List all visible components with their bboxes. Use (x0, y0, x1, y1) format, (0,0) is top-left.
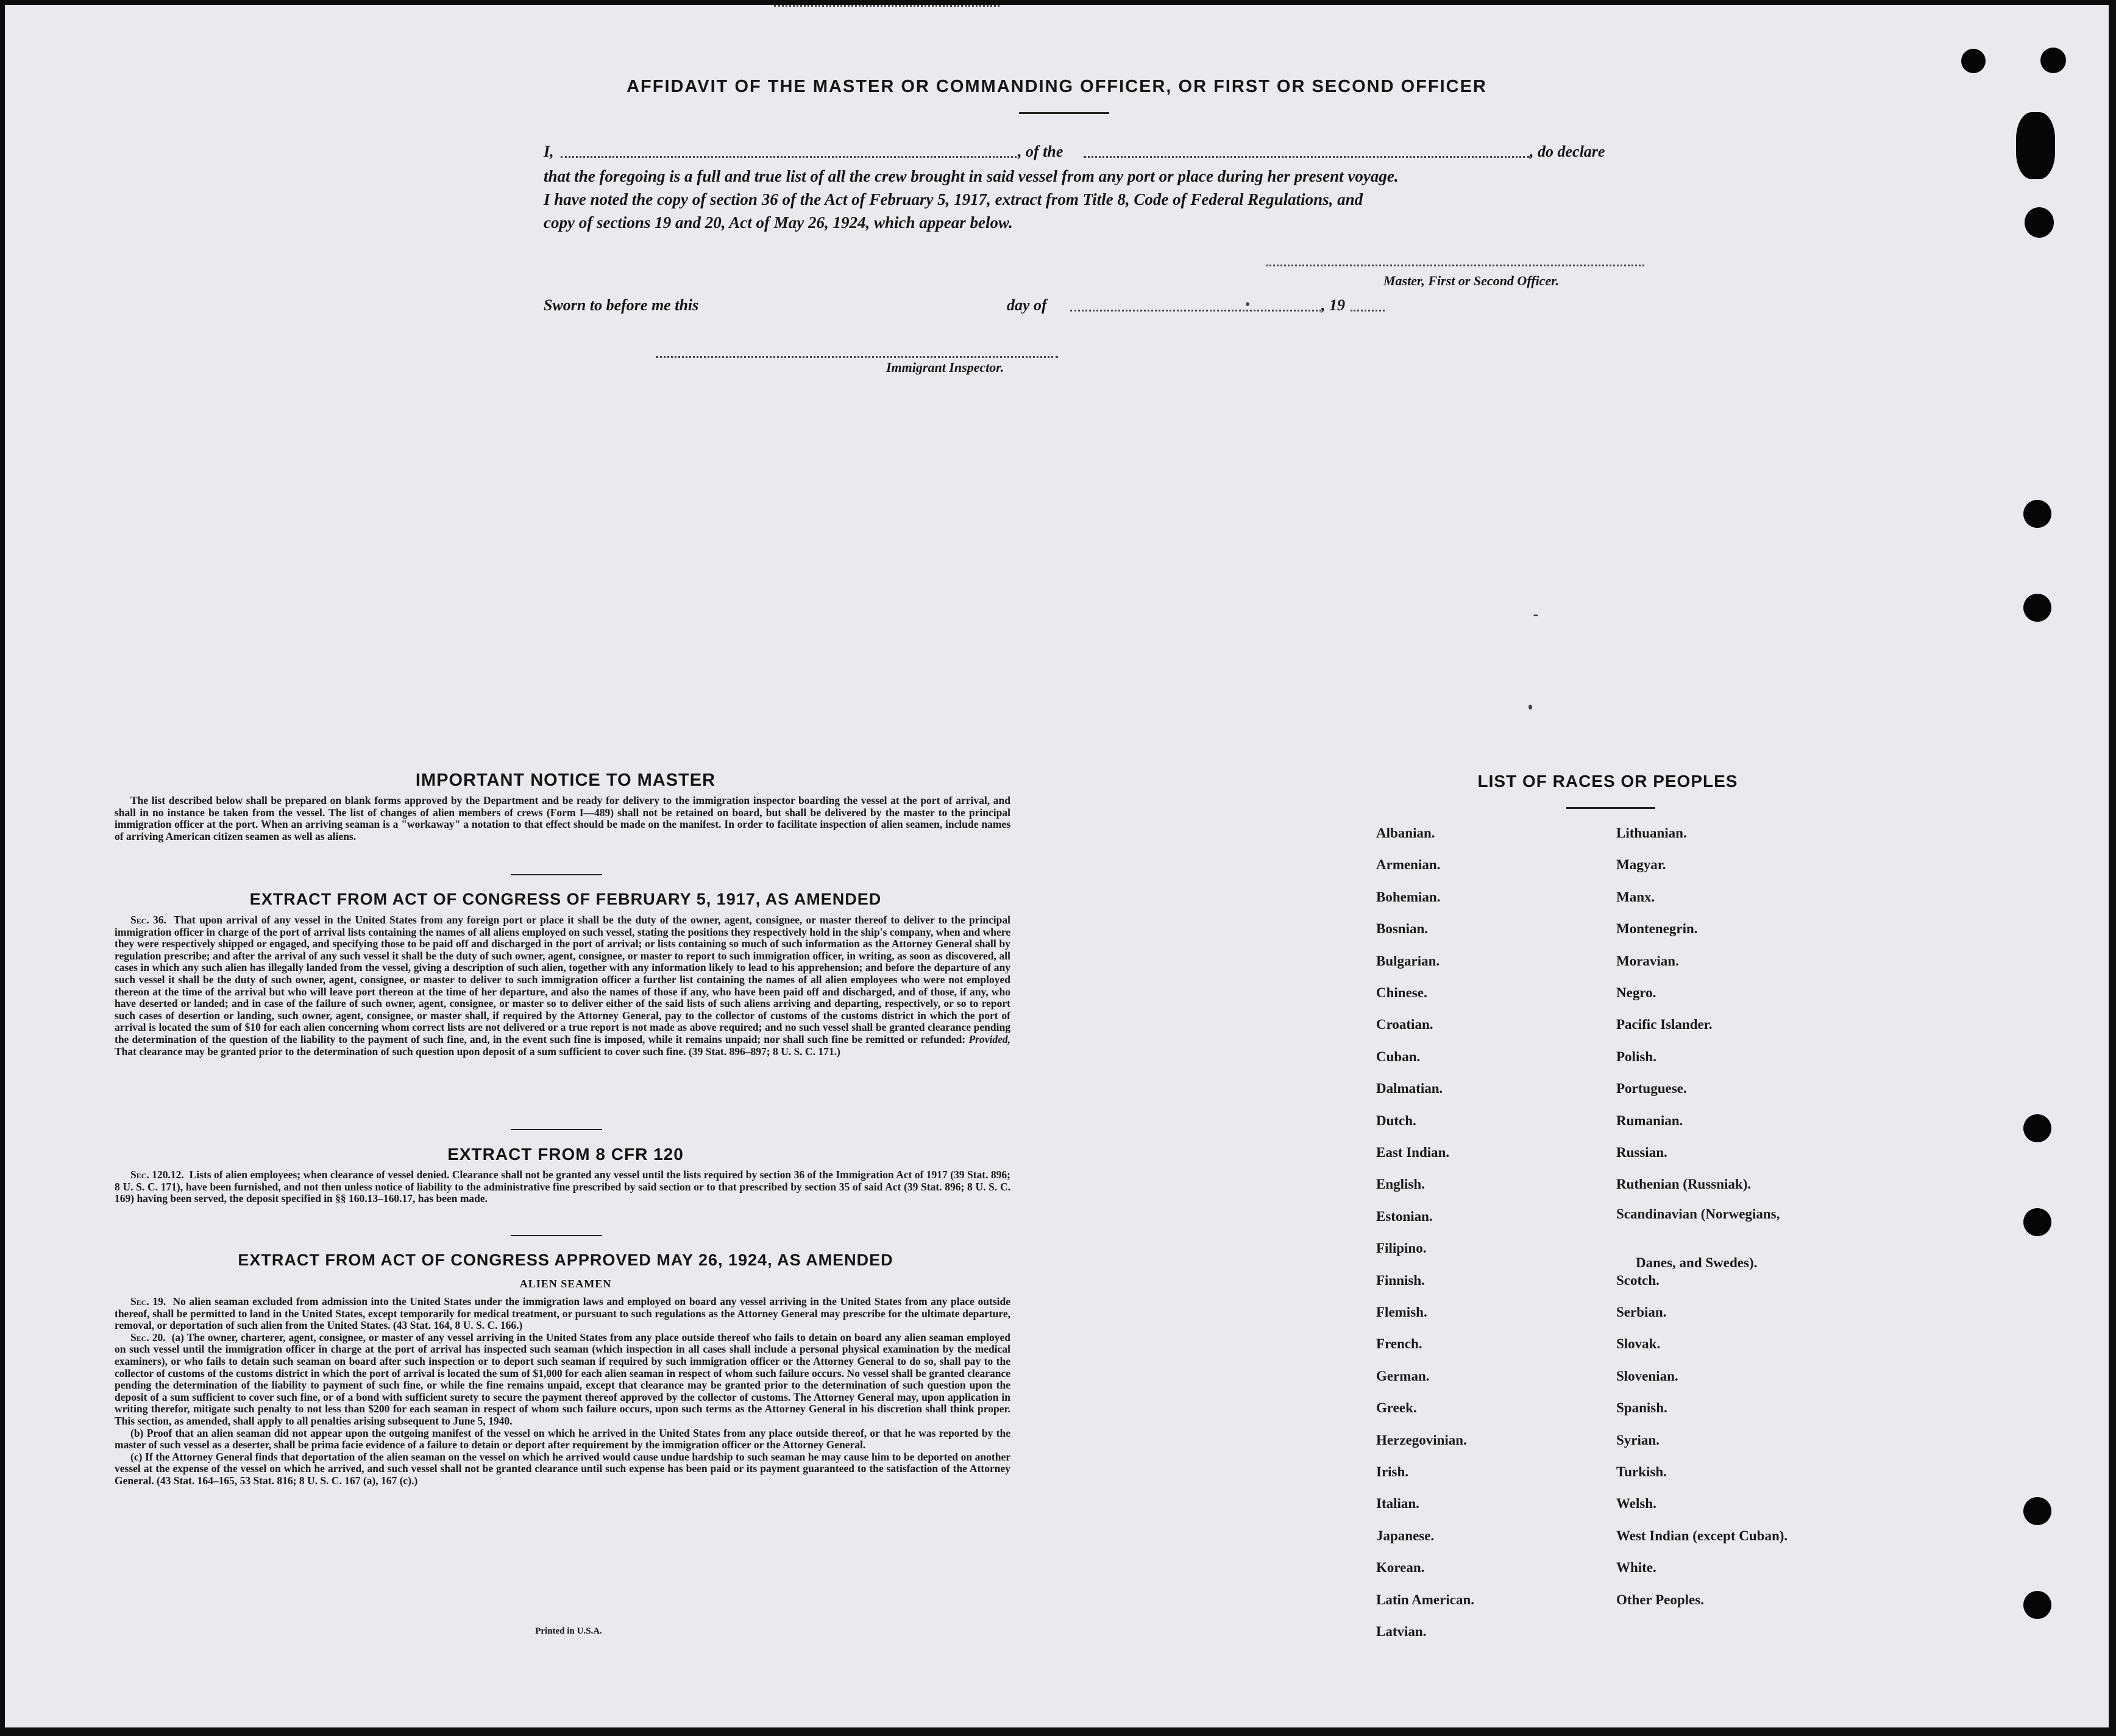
race-item: Bohemian. (1376, 889, 1441, 905)
divider (511, 874, 602, 875)
extract-cfr-title: EXTRACT FROM 8 CFR 120 (447, 1145, 684, 1164)
binder-hole (2023, 594, 2051, 622)
of-the-label: , of the (1018, 143, 1063, 160)
sworn-year-field[interactable] (1351, 310, 1385, 311)
sec-36-body-end: That clearance may be granted prior to the determination of such question upon deposit of a sum sufficient to cover such fine. (39 Stat. 896–897; 8 U. S. C. 171.) (115, 1045, 840, 1058)
race-item: Lithuanian. (1616, 825, 1687, 841)
extract-1924-title: EXTRACT FROM ACT OF CONGRESS APPROVED MAY 26, 1924, AS AMENDED (238, 1251, 893, 1269)
race-item: Syrian. (1616, 1432, 1660, 1448)
race-item: Latin American. (1376, 1592, 1474, 1607)
race-item: Turkish. (1616, 1464, 1667, 1479)
race-item: Welsh. (1616, 1496, 1656, 1511)
sec-20-label: Sec. 20. (130, 1331, 166, 1343)
master-signature-label: Master, First or Second Officer. (1383, 273, 1560, 288)
printed-in-usa: Printed in U.S.A. (535, 1626, 602, 1636)
inspector-label: Immigrant Inspector. (886, 360, 1004, 375)
sec-36-label: Sec. 36. (130, 914, 166, 926)
notice-body: The list described below shall be prepared on blank forms approved by the Department and be ready for delivery to the immigration inspector boarding the vessel at the port of arrival, and shall in no instance be taken from the vessel. The list of changes of alien members of crews (Form I—489) shall not be retained on board, but shall be delivered by the master to the principal immigration officer at the port. When an arriving seaman is a "workaway" a notation to that effect should be made on the manifest. In order to facilitate inspection of alien seamen, include names of arriving American citizen seamen as well as aliens. (115, 794, 1010, 842)
divider (1566, 807, 1655, 809)
race-item: Danes, and Swedes). (1636, 1255, 1758, 1270)
race-item: Dutch. (1376, 1113, 1416, 1128)
extract-1924-text (115, 1296, 1010, 1487)
year-label: , 19 (1321, 296, 1345, 314)
race-item: Scandinavian (Norwegians, (1616, 1206, 1780, 1222)
race-item: Albanian. (1376, 825, 1435, 841)
race-item: Slovak. (1616, 1336, 1661, 1351)
binder-hole (2023, 1591, 2051, 1619)
race-item: Scotch. (1616, 1273, 1660, 1288)
day-of-label: day of (1007, 296, 1047, 314)
race-item: Italian. (1376, 1496, 1419, 1511)
notice-text (115, 795, 1010, 842)
paper-speck (1246, 302, 1249, 306)
vessel-field[interactable] (1084, 156, 1530, 158)
paper-speck (1533, 614, 1538, 616)
race-item: Other Peoples. (1616, 1592, 1704, 1607)
race-item: Chinese. (1376, 985, 1427, 1000)
sworn-label: Sworn to before me this (544, 296, 699, 314)
name-field[interactable] (561, 156, 1017, 158)
race-item: Serbian. (1616, 1304, 1667, 1320)
race-item: Croatian. (1376, 1017, 1433, 1032)
race-item: Flemish. (1376, 1304, 1427, 1320)
race-item: Estonian. (1376, 1209, 1433, 1224)
binder-hole (2023, 1114, 2051, 1142)
binder-hole (2040, 48, 2066, 73)
race-item: Montenegrin. (1616, 921, 1698, 936)
paper-speck (1528, 705, 1532, 710)
i-label: I, (544, 143, 554, 160)
race-item: Magyar. (1616, 857, 1666, 872)
race-item: Korean. (1376, 1560, 1425, 1575)
binder-hole (1961, 49, 1986, 73)
sec-19-label: Sec. 19. (130, 1295, 166, 1307)
divider (511, 1129, 602, 1130)
provided-word: Provided, (968, 1033, 1010, 1045)
sec-20a-body: (a) The owner, charterer, agent, consignee, or master of any vessel arriving in the United States from any place outside thereof who fails to detain on board any alien seaman employed on such vessel until the immigration officer in charge at the port of arrival has inspected such seaman (which inspection in all cases shall include a personal physical examination by the medical examiners), or who fails to detain such seaman on board after such inspection or to deport such seaman if required by such immigration officer or the Attorney General to do so, shall pay to the collector of customs of the customs district in which the port of arrival is located the sum of $1,000 for each alien seaman in respect of whom such failure occurs. No vessel shall be granted clearance pending the determination of the liability to payment of such fine, or while the fine remains unpaid, except that clearance may be granted prior to the determination of such question upon the deposit of a sum sufficient to cover such fine, or of a bond with sufficient surety to secure the payment thereof approved by the collector of customs. The Attorney General may, upon application in writing therefor, mitigate such penalty to not less than $200 for each seaman in respect of whom such failure occurs, upon such terms as the Attorney General in his discretion shall think proper. This section, as amended, shall apply to all penalties arising subsequent to June 5, 1940. (115, 1331, 1011, 1427)
alien-seamen-subtitle: ALIEN SEAMEN (519, 1278, 612, 1290)
race-item: Latvian. (1376, 1624, 1427, 1639)
extract-1917-text (115, 914, 1010, 1058)
binder-hole (2025, 207, 2054, 238)
race-item: Bulgarian. (1376, 953, 1440, 969)
race-item: Armenian. (1376, 857, 1441, 872)
form-page (5, 5, 2109, 1727)
race-item: Spanish. (1616, 1400, 1667, 1415)
sec-20b-body: (b) Proof that an alien seaman did not appear upon the outgoing manifest of the vessel on which he arrived in the United States from any place outside thereof, or that he was reported by the master of such vessel as a deserter, shall be prima facie evidence of a failure to detain or deport after requirement by the immigration officer or the Attorney General. (115, 1426, 1010, 1451)
race-item: German. (1376, 1368, 1430, 1384)
declaration-line-4: copy of sections 19 and 20, Act of May 26, 1924, which appear below. (544, 213, 1013, 232)
binder-hole (2016, 112, 2055, 179)
sec-120-body: Lists of alien employees; when clearance of vessel denied. Clearance shall not be granted any vessel until the lists required by section 36 of the Immigration Act of 1917 (39 Stat. 896; 8 U. S. C. 171), have been furnished, and not then unless notice of liability to the administrative fine prescribed by said section or to that prescribed by section 35 of said Act (39 Stat. 896; 8 U. S. C. 169) having been served, the deposit specified in §§ 160.13–160.17, has been made. (115, 1169, 1011, 1205)
divider (511, 1235, 602, 1236)
notice-title: IMPORTANT NOTICE TO MASTER (415, 770, 716, 790)
binder-hole (2023, 1497, 2051, 1525)
sworn-month-field[interactable] (1070, 310, 1321, 311)
race-item: Bosnian. (1376, 921, 1429, 936)
affidavit-title: AFFIDAVIT OF THE MASTER OR COMMANDING OFFICER, OR FIRST OR SECOND OFFICER (627, 77, 1487, 96)
race-item: Herzegovinian. (1376, 1432, 1467, 1448)
race-item: English. (1376, 1176, 1425, 1192)
master-signature-field[interactable] (1266, 265, 1644, 266)
sec-36-body: That upon arrival of any vessel in the United States from any foreign port or place it shall be the duty of the owner, agent, consignee, or master thereof to deliver to the principal immigration officer in charge of the port of arrival lists containing the names of all aliens employed on such vessel, stating the positions they respectively hold in the ship's company, when and where they were respectively shipped or engaged, and specifying those to be paid off and discharged in the port of arrival; or lists containing so much of such information as the Attorney General shall by regulation prescribe; and after the arrival of any such vessel it shall be the duty of such owner, agent, consignee, or master to report to such immigration officer, in writing, as soon as discovered, all cases in which any such alien has illegally landed from the vessel, giving a description of such alien, together with any information likely to lead to his apprehension; and before the departure of any such vessel it shall be the duty of such owner, agent, consignee, or master to deliver to such immigration officer a further list containing the names of all alien employees who were not employed thereon at the time of the arrival but who will leave port thereon at the time of her departure, and also the names of those if any, who have been paid off and discharged, and of those, if any, who have deserted or landed; and in case of the failure of such owner, agent, consignee, or master so to deliver either of the said lists of such aliens arriving and departing, respectively, or so to report such cases of desertion or landing, such owner, agent, consignee, or master shall, if required by the Attorney General, pay to the collector of customs of the customs district in which the port of arrival is located the sum of $10 for each alien concerning whom correct lists are not delivered or a true report is not made as above required; and no such vessel shall be granted clearance pending the determination of the question of the liability to the payment of such fine, and, in the event such fine is imposed, while it remains unpaid; nor shall such fine be remitted or refunded: (115, 914, 1011, 1045)
race-item: Polish. (1616, 1049, 1656, 1064)
binder-hole (2023, 500, 2051, 528)
race-item: West Indian (except Cuban). (1616, 1528, 1788, 1543)
divider (1019, 112, 1109, 114)
do-declare-label: , do declare (1530, 143, 1605, 160)
declaration-line-3: I have noted the copy of section 36 of the Act of February 5, 1917, extract from Title 8, Code of Federal Regulations, and (544, 190, 1363, 208)
sec-19-body: No alien seaman excluded from admission into the United States under the immigration laws and employed on board any vessel arriving in the United States from any place outside thereof, shall be permitted to land in the United States, except temporarily for medical treatment, or pursuant to such regulations as the Attorney General may prescribe for the ultimate departure, removal, or deportation of such alien from the United States. (43 Stat. 164, 8 U. S. C. 166.) (115, 1295, 1011, 1332)
extract-1917-title: EXTRACT FROM ACT OF CONGRESS OF FEBRUARY 5, 1917, AS AMENDED (249, 890, 882, 908)
race-item: French. (1376, 1336, 1422, 1351)
race-item: Finnish. (1376, 1273, 1425, 1288)
race-item: Portuguese. (1616, 1081, 1687, 1096)
race-item: White. (1616, 1560, 1656, 1575)
race-item: Irish. (1376, 1464, 1409, 1479)
declaration-line-2: that the foregoing is a full and true list of all the crew brought in said vessel from any port or place during her present voyage. (544, 167, 1399, 185)
race-item: Dalmatian. (1376, 1081, 1443, 1096)
race-item: Pacific Islander. (1616, 1017, 1713, 1032)
race-item: Japanese. (1376, 1528, 1435, 1543)
extract-cfr-text (115, 1169, 1010, 1205)
inspector-signature-field[interactable] (656, 356, 1058, 358)
sec-20c-body: (c) If the Attorney General finds that deportation of the alien seaman on the vessel on which he arrived would cause undue hardship to such seaman he may cause him to be deported on another vessel at the expense of the vessel on which he arrived, and such vessel shall not be granted clearance until such expense has been paid or its payment guaranteed to the satisfaction of the Attorney General. (43 Stat. 164–165, 53 Stat. 816; 8 U. S. C. 167 (a), 167 (c).) (115, 1450, 1010, 1487)
race-item: East Indian. (1376, 1145, 1450, 1160)
sworn-day-field[interactable] (774, 5, 999, 7)
race-item: Ruthenian (Russniak). (1616, 1176, 1752, 1192)
race-item: Greek. (1376, 1400, 1417, 1415)
race-item: Negro. (1616, 985, 1656, 1000)
race-item: Filipino. (1376, 1240, 1427, 1256)
race-item: Rumanian. (1616, 1113, 1683, 1128)
race-item: Moravian. (1616, 953, 1679, 969)
race-item: Cuban. (1376, 1049, 1421, 1064)
binder-hole (2023, 1208, 2051, 1236)
race-item: Slovenian. (1616, 1368, 1678, 1384)
races-title: LIST OF RACES OR PEOPLES (1477, 772, 1738, 791)
race-item: Russian. (1616, 1145, 1667, 1160)
race-item: Manx. (1616, 889, 1655, 905)
sec-120-label: Sec. 120.12. (130, 1169, 184, 1181)
